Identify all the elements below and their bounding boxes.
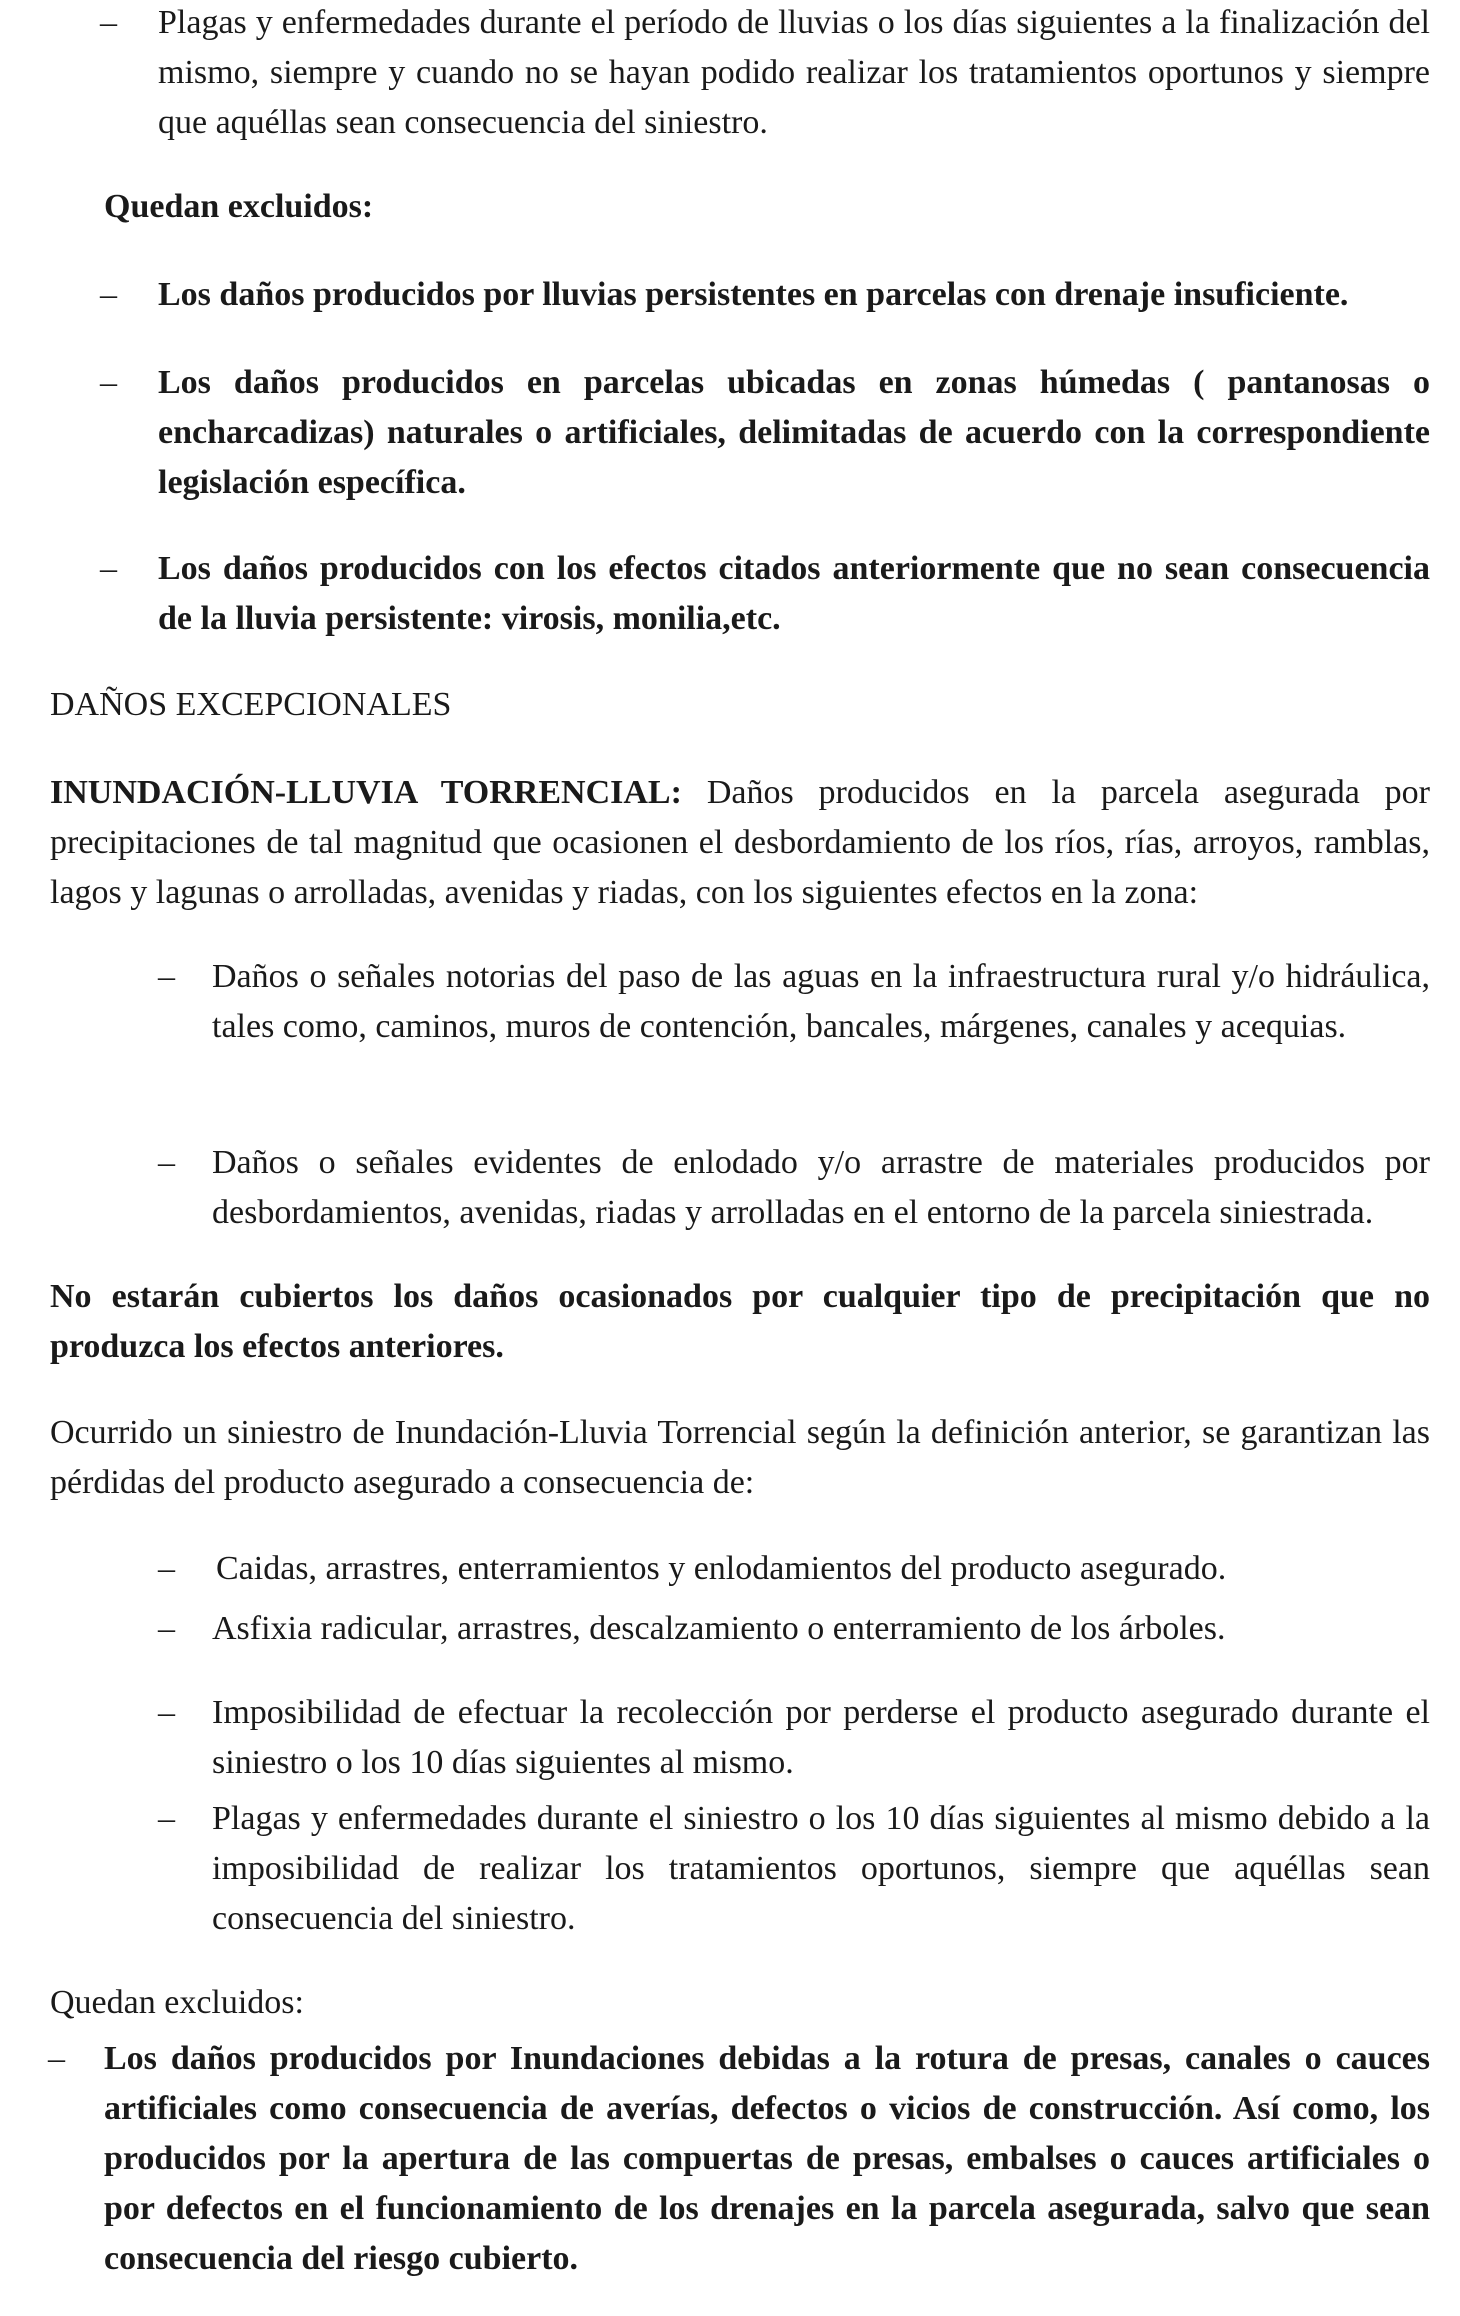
guarantee-item: Caidas, arrastres, enterramientos y enlodamientos del producto asegurado. (216, 1550, 1227, 1587)
guarantee-item: Imposibilidad de efectuar la recolección por perderse el producto asegurado durante el siniestro o los 10 días siguientes al mismo. (212, 1694, 1430, 1781)
bullet-dash: – (100, 550, 117, 587)
excluded-heading: Quedan excluidos: (50, 1984, 304, 2021)
excluded-item: Los daños producidos con los efectos citados anteriormente que no sean consecuencia de la lluvia persistente: virosis, monilia,etc. (158, 550, 1430, 637)
guarantee-item: Asfixia radicular, arrastres, descalzamiento o enterramiento de los árboles. (212, 1610, 1226, 1647)
section-heading: DAÑOS EXCEPCIONALES (50, 686, 452, 723)
definition-text: Daños producidos en la parcela asegurada por precipitaciones de tal magnitud que ocasionen el desbordamiento de los ríos, rías, arroyos, ramblas, lagos y lagunas o arrolladas, avenidas y riadas, con los siguientes efectos en la zona: (50, 774, 1431, 911)
bullet-dash: – (158, 1610, 175, 1647)
bullet-dash: – (100, 364, 117, 401)
bullet-dash: – (100, 276, 117, 313)
definition-term: INUNDACIÓN-LLUVIA TORRENCIAL: (50, 774, 682, 811)
list-item: Plagas y enfermedades durante el período de lluvias o los días siguientes a la finalización del mismo, siempre y cuando no se hayan podido realizar los tratamientos oportunos y siempre que aquéllas sean consecuencia del siniestro. (158, 4, 1430, 141)
bullet-dash: – (158, 1694, 175, 1731)
bullet-dash: – (158, 1144, 175, 1181)
guarantee-item: Plagas y enfermedades durante el siniestro o los 10 días siguientes al mismo debido a la imposibilidad de realizar los tratamientos oportunos, siempre que aquéllas sean consecuencia del siniestro. (212, 1800, 1430, 1937)
bullet-dash: – (100, 4, 117, 41)
bullet-dash: – (158, 1550, 175, 1587)
not-covered-note: No estarán cubiertos los daños ocasionados por cualquier tipo de precipitación que no produzca los efectos anteriores. (50, 1278, 1430, 1365)
excluded-item: Los daños producidos en parcelas ubicadas en zonas húmedas ( pantanosas o encharcadizas) naturales o artificiales, delimitadas de acuerdo con la correspondiente legislación específica. (158, 364, 1430, 501)
bullet-dash: – (158, 1800, 175, 1837)
excluded-heading: Quedan excluidos: (104, 188, 374, 225)
guarantee-intro: Ocurrido un siniestro de Inundación-Lluvia Torrencial según la definición anterior, se garantizan las pérdidas del producto asegurado a consecuencia de: (50, 1414, 1430, 1501)
effect-item: Daños o señales evidentes de enlodado y/o arrastre de materiales producidos por desbordamientos, avenidas, riadas y arrolladas en el entorno de la parcela siniestrada. (212, 1144, 1430, 1231)
bullet-dash: – (48, 2040, 65, 2077)
excluded-item: Los daños producidos por Inundaciones debidas a la rotura de presas, canales o cauces artificiales como consecuencia de averías, defectos o vicios de construcción. Así como, los producidos por la apertura de las compuertas de presas, embalses o cauces artificiales o por defectos en el funcionamiento de los drenajes en la parcela asegurada, salvo que sean consecuencia del riesgo cubierto. (104, 2040, 1430, 2277)
definition-paragraph (50, 768, 1430, 918)
bullet-dash: – (158, 958, 175, 995)
effect-item: Daños o señales notorias del paso de las aguas en la infraestructura rural y/o hidráulica, tales como, caminos, muros de contención, bancales, márgenes, canales y acequias. (212, 958, 1430, 1045)
excluded-item: Los daños producidos por lluvias persistentes en parcelas con drenaje insuficiente. (158, 276, 1349, 313)
